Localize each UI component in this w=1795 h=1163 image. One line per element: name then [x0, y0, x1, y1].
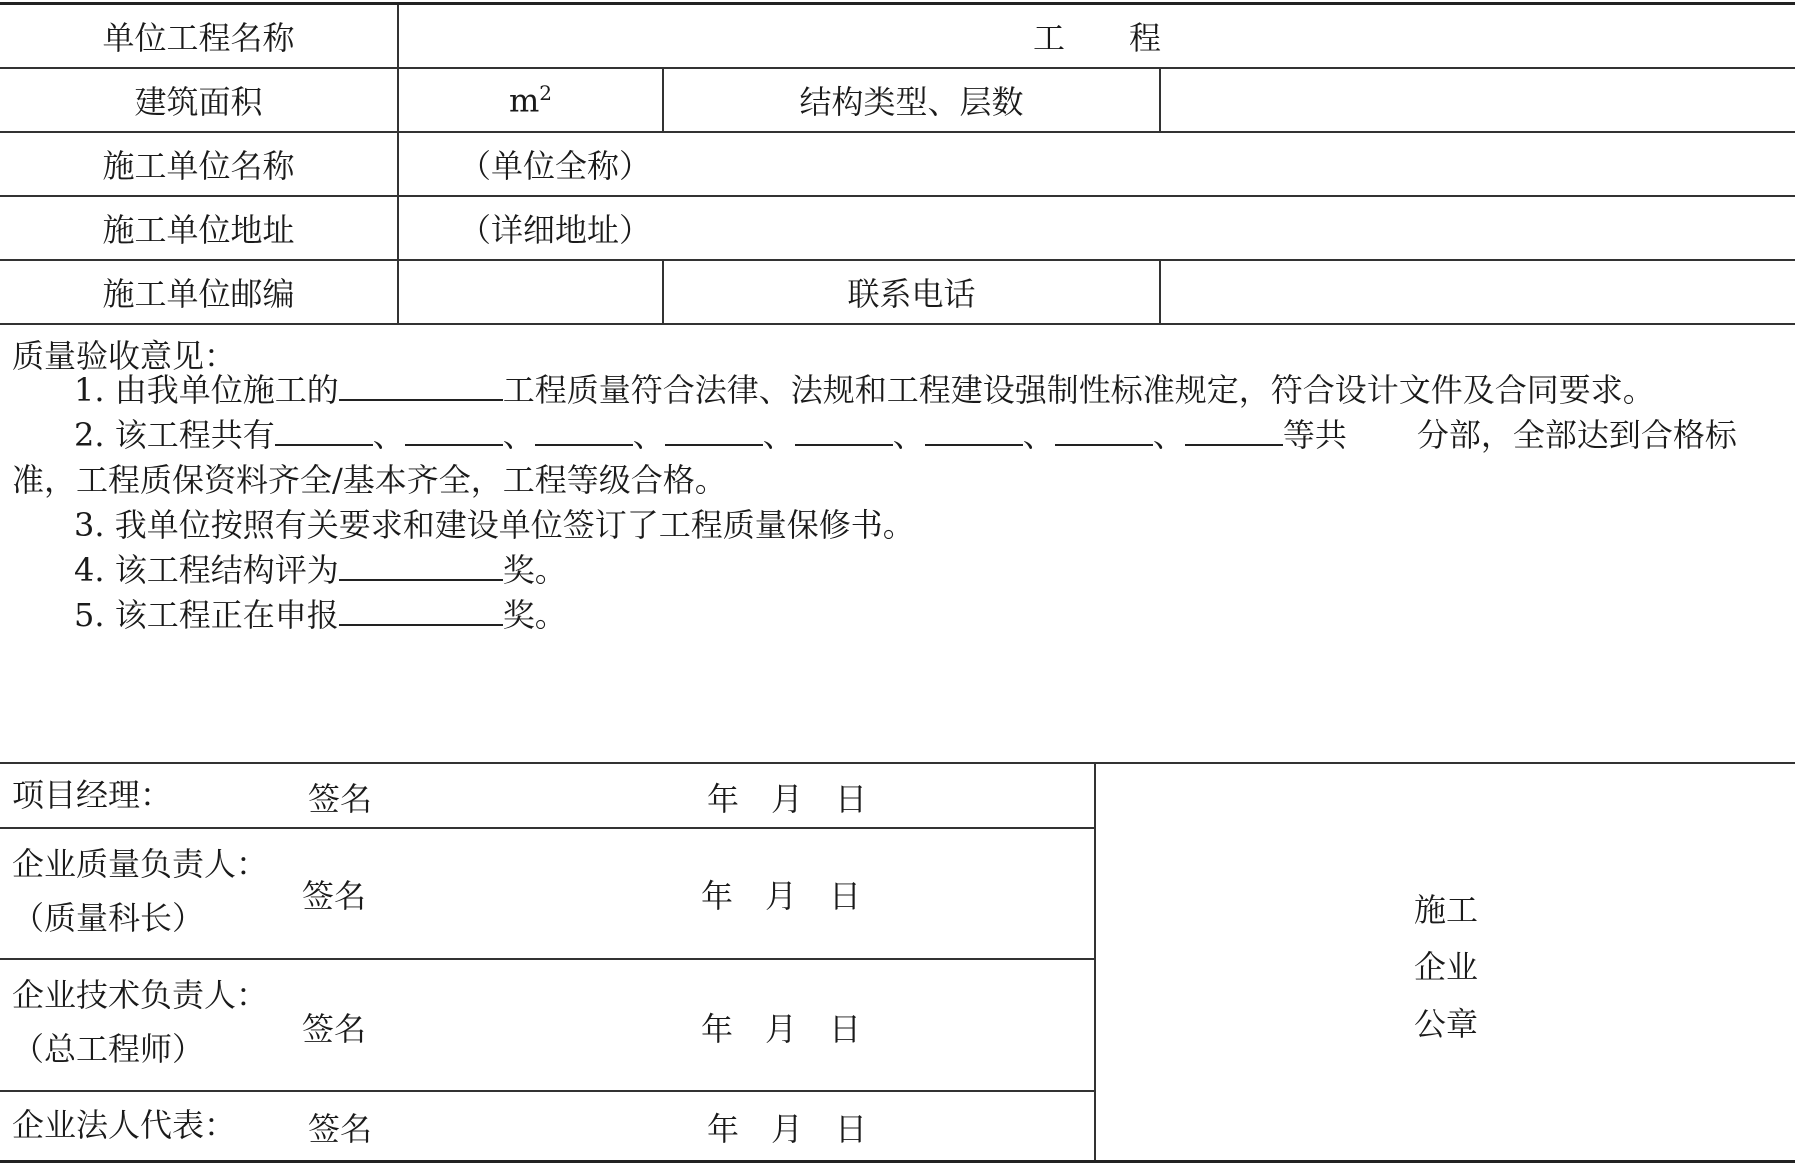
item2-blank[interactable] — [405, 414, 503, 446]
item4-blank[interactable] — [339, 549, 503, 581]
signature-row-project-manager — [0, 762, 1094, 829]
date-field[interactable]: 年 月 日 — [701, 877, 862, 915]
item5-suffix: 奖。 — [502, 596, 567, 634]
opinion-item-3: 3. 我单位按照有关要求和建设单位签订了工程质量保修书。 — [74, 506, 915, 544]
item2-blank[interactable] — [1055, 414, 1153, 446]
opinion-item-4 — [74, 548, 567, 592]
item2-prefix: 2. 该工程共有 — [74, 416, 275, 454]
item2-suffix-b: 分部，全部达到合格标 — [1416, 416, 1737, 454]
seal-line: 企业 — [1414, 948, 1479, 986]
area-unit-exponent: 2 — [539, 80, 553, 105]
phone-label: 联系电话 — [663, 260, 1160, 324]
item2-blank[interactable] — [925, 414, 1023, 446]
date-field[interactable]: 年 月 日 — [707, 1110, 868, 1148]
item2-sep: 、 — [892, 416, 925, 454]
project-name-label: 单位工程名称 — [0, 4, 398, 69]
role-label: 企业技术负责人： — [12, 976, 269, 1014]
signature-row-quality-lead — [0, 827, 1094, 960]
item2-sep: 、 — [372, 416, 405, 454]
opinion-item-1 — [74, 368, 1655, 412]
item1-suffix: 工程质量符合法律、法规和工程建设强制性标准规定，符合设计文件及合同要求。 — [502, 371, 1655, 409]
signature-rows — [0, 762, 1096, 1160]
phone-field[interactable] — [1160, 260, 1795, 324]
item1-blank[interactable] — [339, 369, 503, 401]
item2-blank[interactable] — [1185, 414, 1283, 446]
signature-row-legal-rep — [0, 1090, 1094, 1160]
role-label: 企业法人代表： — [12, 1106, 237, 1144]
seal-line: 公章 — [1414, 1005, 1479, 1043]
opinion-item-2 — [74, 413, 1737, 457]
project-name-field[interactable]: 工 程 — [398, 4, 1795, 69]
item2-sep: 、 — [502, 416, 535, 454]
quality-opinion-section — [0, 334, 1795, 764]
area-field[interactable] — [398, 68, 663, 132]
item5-prefix: 5. 该工程正在申报 — [74, 596, 339, 634]
item2-suffix-a: 等共 — [1282, 416, 1347, 454]
item5-blank[interactable] — [339, 594, 503, 626]
item2-sep: 、 — [1022, 416, 1055, 454]
contractor-address-field[interactable]: （详细地址） — [398, 196, 1795, 260]
opinion-item-5 — [74, 593, 567, 637]
item1-prefix: 1. 由我单位施工的 — [74, 371, 339, 409]
signature-section — [0, 762, 1795, 1163]
contractor-address-label: 施工单位地址 — [0, 196, 398, 260]
opinion-title: 质量验收意见： — [12, 337, 237, 375]
structure-label: 结构类型、层数 — [663, 68, 1160, 132]
role-sublabel: （总工程师） — [12, 1030, 205, 1068]
role-label: 企业质量负责人： — [12, 845, 269, 883]
project-name-row — [0, 4, 1795, 69]
structure-field[interactable] — [1160, 68, 1795, 132]
item2-sep: 、 — [632, 416, 665, 454]
sign-field[interactable]: 签名 — [308, 780, 373, 818]
sign-field[interactable]: 签名 — [308, 1110, 373, 1148]
area-unit: m — [508, 81, 540, 120]
opinion-item-2-continued: 准，工程质保资料齐全/基本齐全，工程等级合格。 — [12, 461, 727, 499]
item2-blank[interactable] — [795, 414, 893, 446]
postcode-label: 施工单位邮编 — [0, 260, 398, 324]
item2-blank[interactable] — [535, 414, 633, 446]
seal-line: 施工 — [1414, 891, 1479, 929]
area-row — [0, 68, 1795, 132]
item2-blank[interactable] — [275, 414, 373, 446]
item2-sep: 、 — [1152, 416, 1185, 454]
item2-sep: 、 — [762, 416, 795, 454]
role-sublabel: （质量科长） — [12, 899, 205, 937]
item2-blank[interactable] — [665, 414, 763, 446]
area-label: 建筑面积 — [0, 68, 398, 132]
date-field[interactable]: 年 月 日 — [701, 1010, 862, 1048]
contractor-name-label: 施工单位名称 — [0, 132, 398, 196]
contractor-address-row — [0, 196, 1795, 260]
date-field[interactable]: 年 月 日 — [707, 780, 868, 818]
contractor-name-row — [0, 132, 1795, 196]
signature-row-technical-lead — [0, 958, 1094, 1092]
company-seal-area[interactable] — [1414, 882, 1478, 1053]
contractor-name-field[interactable]: （单位全称） — [398, 132, 1795, 196]
item4-suffix: 奖。 — [502, 551, 567, 589]
sign-field[interactable]: 签名 — [302, 877, 367, 915]
sign-field[interactable]: 签名 — [302, 1010, 367, 1048]
postcode-row — [0, 260, 1795, 324]
item4-prefix: 4. 该工程结构评为 — [74, 551, 339, 589]
project-info-table — [0, 2, 1795, 325]
role-label: 项目经理： — [12, 776, 173, 814]
postcode-field[interactable] — [398, 260, 663, 324]
